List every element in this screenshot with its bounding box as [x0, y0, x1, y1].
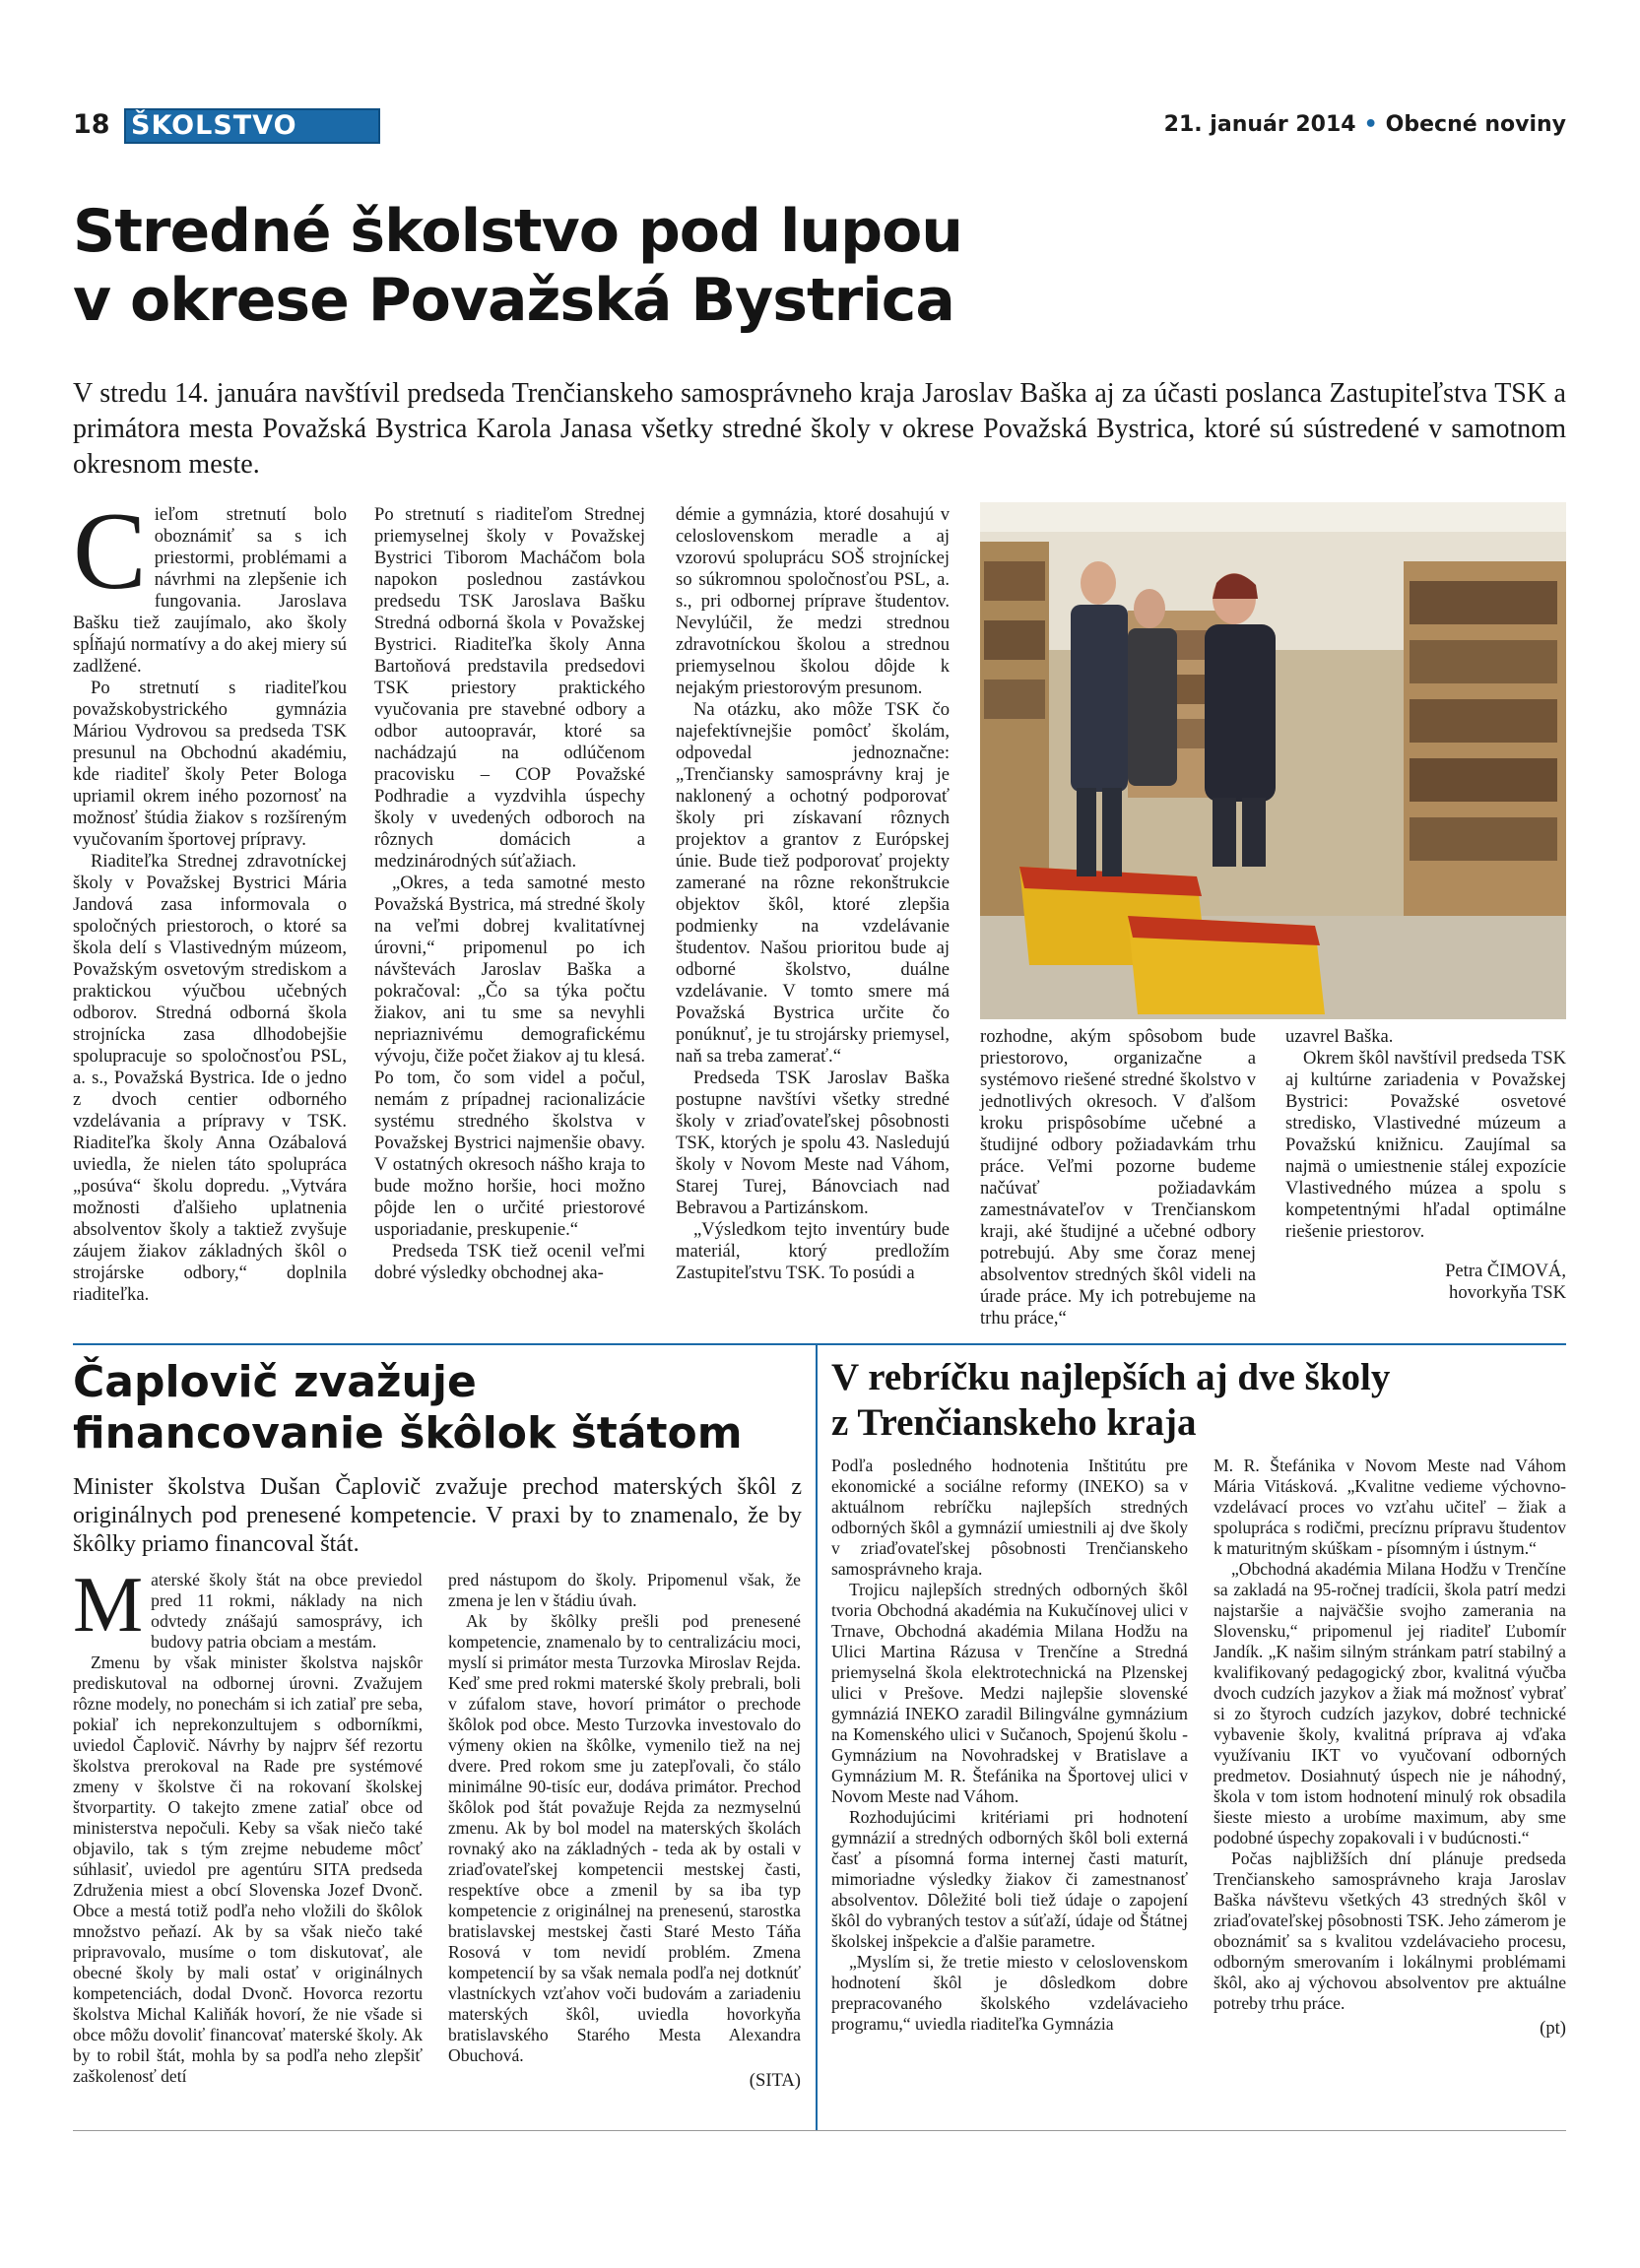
photo-library-visit-icon	[980, 502, 1566, 1019]
paragraph: „Obchodná akadémia Milana Hodžu v Trenčíne sa zakladá na 95-ročnej tradícii, škola patrí medzi najstaršie a najväčšie svojho zamerania na Slovensku,“ pripomenul jej riaditeľ Ľubomír Jandík. „K našim silným stránkam patrí stabilný a kvalifikovaný pedagogický zbor, kvalitná výučba dvoch cudzích jazykov a žiak má možnosť vybrať si zo štyroch cudzích jazykov, dobré technické vybavenie školy, kvalitná príprava aj vďaka využívaniu IKT vo vyučovaní odborných predmetov. Dosiahnutý úspech nie je náhodný, škola v tom istom hodnotení minulý rok obsadila šieste miesto a urobíme maximum, aby sme podobné úspechy zopakovali i v budúcnosti.“	[1214, 1559, 1566, 1847]
page-bottom-rule	[73, 2130, 1566, 2131]
dropcap: C	[73, 490, 147, 613]
article1-column-5	[1285, 1026, 1566, 1304]
issue-info	[1164, 110, 1566, 140]
paragraph: Po stretnutí s riaditeľom Strednej priemyselnej školy v Považskej Bystrici Tiborom Macháčom bola napokon poslednou zastávkou predsedu TSK Jaroslava Bašku Stredná odborná škola v Považskej Bystrici. Riaditeľka školy Anna Bartoňová predstavila predsedovi TSK priestory praktického vyučovania pre stavebné odbory a odbor autoopravár, ktoré sa nachádzajú na odlúčenom pracovisku – COP Považské Podhradie a vyzdvihla úspechy školy v uvedených odboroch na rôznych domácich a medzinárodných súťažiach.	[374, 504, 645, 872]
paragraph: uzavrel Baška.	[1285, 1026, 1394, 1047]
headline-line: financovanie škôlok štátom	[73, 1408, 743, 1458]
paragraph: rozhodne, akým spôsobom bude priestorovo, organizačne a systémovo riešené stredné školstvo v jednotlivých okresoch. V ďalšom kroku prispôsobíme učebné a študijné odbory požiadavkám trhu práce. Veľmi pozorne budeme načúvať požiadavkám zamestnávateľov v Trenčianskom kraji, aké študijné a učebné odbory potrebujú. Aby sme čoraz menej absolventov stredných škôl videli na úrade práce. My ich potrebujeme na trhu práce,“	[980, 1026, 1256, 1328]
column-divider	[816, 1343, 818, 2131]
page-header	[73, 108, 1566, 146]
article1-column-1	[73, 490, 347, 1306]
issue-date: 21. január 2014	[1163, 112, 1356, 137]
paragraph: Na otázku, ako môže TSK čo najefektívnejšie pomôcť školám, odpovedal jednoznačne: „Trenčiansky samosprávny kraj je naklonený a ochotný podporovať školy pri získavaní rôznych projektov a grantov z Európskej únie. Bude tiež podporovať projekty zamerané na rôzne rekonštrukcie objektov škôl, ktoré zlepšia podmienky na vzdelávanie študentov. Našou prioritou bude aj odborné školstvo, duálne vzdelávanie. V tomto smere má Považská Bystrica určite čo ponúknuť, je tu strojársky priemysel, naň sa treba zamerať.“	[676, 699, 950, 1067]
paragraph: Ak by škôlky prešli pod prenesené kompetencie, znamenalo by to centralizáciu moci, myslí si primátor mesta Turzovka Miroslav Rejda. Keď sme pred rokmi materské školy prebrali, boli v zúfalom stave, hovorí primátor o prechode škôlok pod obce. Mesto Turzovka investovalo do výmeny okien na škôlke, vymenilo tiež na nej dvere. Pred rokom sme ju zatepľovali, čo stálo minimálne 90-tisíc eur, dodáva primátor. Prechod škôlok pod štát považuje Rejda za nezmyselnú zmenu. Ak by bol model na materských školách rovnaký ako na základných - teda ak by ostali v zriaďovateľskej kompetencii mestskej časti, respektíve obce a zmenil by sa iba typ kompetencie z originálnej na prenesenú, starostka bratislavskej mestskej časti Staré Mesto Táňa Rosová v tom nevidí problém. Zmena kompetencií by sa však nemala podľa nej dotknúť vlastníckych vzťahov voči budovám a zariadeniu materských škôl, uviedla hovorkyňa bratislavského Starého Mesta Alexandra Obuchová.	[448, 1611, 801, 2065]
paragraph: Po stretnutí s riaditeľkou považskobystrického gymnázia Máriou Vydrovou sa predseda TSK presunul na Obchodnú akadémiu, kde riaditeľ školy Peter Bologa upriamil okrem iného pozornosť na možnosť štúdia žiakov s rozšíreným vyučovaním športovej prípravy.	[73, 678, 347, 850]
paragraph: Počas najbližších dní plánuje predseda Trenčianskeho samosprávneho kraja Jaroslav Baška návštevu všetkých 43 stredných škôl v zriaďovateľskej pôsobnosti TSK. Jeho zámerom je oboznámiť sa s kvalitou vzdelávacieho procesu, odborným smerovaním i lokálnymi problémami škôl, ako aj výchovou absolventov pre aktuálne potreby trhu práce.	[1214, 1848, 1566, 2013]
paragraph: Predseda TSK tiež ocenil veľmi dobré výsledky obchodnej aka-	[374, 1241, 645, 1283]
article2-column-1	[73, 1562, 423, 2087]
paragraph: Trojicu najlepších stredných odborných škôl tvoria Obchodná akadémia na Kukučínovej ulici v Trnave, Obchodná akadémia Milana Hodžu na Ulici Martina Rázusa v Trenčíne a Stredná priemyselná škola elektrotechnická na Plzenskej ulici v Prešove. Medzi najlepšie slovenské gymnáziá INEKO zaradil Bilingválne gymnázium na Komenského ulici v Sučanoch, Spojenú školu - Gymnázium na Novohradskej v Bratislave a Gymnázium M. R. Štefánika na Športovej ulici v Novom Meste nad Váhom.	[831, 1580, 1188, 1806]
paragraph: M. R. Štefánika v Novom Meste nad Váhom Mária Vitásková. „Kvalitne vedieme výchovno-vzdelávací proces vo vzťahu učiteľ – žiak a spolupráca s rodičmi, precíznu prípravu študentov k maturitným skúškam - písomným i ústnym.“	[1214, 1456, 1566, 1558]
paragraph: „Okres, a teda samotné mesto Považská Bystrica, má stredné školy na veľmi dobrej kvalitatívnej úrovni,“ pripomenul po ich návštevách Jaroslav Baška a pokračoval: „Čo sa týka počtu žiakov, ani tu sme sa nevyhli nepriaznivému demografickému vývoju, čiže počet žiakov aj tu klesá. Po tom, čo som videl a počul, nemám z prípadnej racionalizácie systému stredného školstva v Považskej Bystrici najmenšie obavy. V ostatných okresoch nášho kraja to bude možno horšie, hoci možno pôjde len o určité priestorové usporiadanie, preskupenie.“	[374, 873, 645, 1240]
article2-headline	[73, 1357, 802, 1459]
paragraph: Riaditeľka Strednej zdravotníckej školy v Považskej Bystrici Mária Jandová zasa informovala o spoločných priestoroch, o ktoré sa škola delí s Vlastivedným múzeom, Považským osvetovým strediskom a praktickou výučbou učebných odborov. Stredná odborná škola strojnícka zasa dlhodobejšie spolupracuje so spoločnosťou PSL, a. s., Považská Bystrica. Ide o jedno z dvoch centier odborného vzdelávania a prípravy v TSK. Riaditeľka školy Anna Ozábalová uviedla, že nielen táto spolupráca „posúva“ školu dopredu. „Vytvára možnosti ďalšieho uplatnenia absolventov školy a taktiež zvyšuje záujem žiakov základných škôl o strojárske odbory,“ doplnila riaditeľka.	[73, 851, 347, 1305]
article1-column-4	[980, 1026, 1256, 1329]
article3-column-2	[1214, 1456, 1566, 2040]
article2-column-2	[448, 1570, 801, 2092]
paragraph: Predseda TSK Jaroslav Baška postupne navštívi všetky stredné školy v zriaďovateľskej pôsobnosti TSK, ktorých je spolu 43. Nasledujú školy v Novom Meste nad Váhom, Starej Turej, Bánovciach nad Bebravou a Partizánskom.	[676, 1068, 950, 1218]
headline-line: Stredné školstvo pod lupou	[73, 197, 963, 266]
article2-credit: (SITA)	[749, 2070, 801, 2091]
paragraph: pred nástupom do školy. Pripomenul však, že zmena je len v štádiu úvah.	[448, 1570, 801, 1610]
article1-headline	[73, 197, 1566, 335]
article3-column-1	[831, 1456, 1188, 2035]
page-number: 18	[73, 109, 110, 140]
paragraph: „Myslím si, že tretie miesto v celoslovenskom hodnotení škôl je dôsledkom dobre prepracovaného školského vzdelávacieho programu,“ uviedla riaditeľka Gymnázia	[831, 1952, 1188, 2034]
signature-role: hovorkyňa TSK	[1449, 1282, 1566, 1303]
paragraph: aterské školy štát na obce previedol pred 11 rokmi, náklady na nich odvtedy znášajú samosprávy, ich budovy patria obciam a mestám.	[151, 1570, 423, 1652]
article3-credit: (pt)	[1540, 2018, 1566, 2039]
paragraph: Rozhodujúcimi kritériami pri hodnotení gymnázií a stredných odborných škôl boli externá časť a písomná forma internej časti maturít, mimoriadne výsledky žiakov či zamestnanosť absolventov. Dôležité boli tiež údaje o zapojení škôl do vybraných testov a súťaží, údaje od Štátnej školskej inšpekcie a ďalšie parametre.	[831, 1807, 1188, 1951]
headline-line: Čaplovič zvažuje	[73, 1357, 477, 1407]
article3-headline	[831, 1355, 1566, 1446]
separator-dot: •	[1363, 112, 1378, 137]
paragraph: Zmenu by však minister školstva najskôr prediskutoval na odbornej úrovni. Zvažujem rôzne modely, no ponechám si ich zatiaľ pre seba, pokiaľ ich neprekonzultujem s odborníkmi, uviedol Čaplovič. Návrhy by najprv šéf rezortu školstva prerokoval na Rade pre systémové zmeny v školstve či na rokovaní školskej štvorpartity. O takejto zmene zatiaľ obce od ministerstva nepočuli. Keby sa však niečo také objavilo, tak s tým zrejme nebudeme môcť súhlasiť, uviedol pre agentúru SITA predseda Združenia miest a obcí Slovenska Jozef Dvonč. Obce a mestá totiž podľa neho vložili do škôlok množstvo peňazí. Ak by sa však niečo také pripravovalo, musíme o tom diskutovať, ale obecné školy by mali ostať v originálnych kompetenciách, dodal Dvonč. Hovorca rezortu školstva Michal Kaliňák hovorí, že nie všade si obce môžu dovoliť financovať materské školy. Ak by to robil štát, mohla by sa podľa neho zlepšiť zaškolenosť detí	[73, 1652, 423, 2086]
headline-line: V rebríčku najlepších aj dve školy	[831, 1356, 1391, 1398]
article2-lead: Minister školstva Dušan Čaplovič zvažuje prechod materských škôl z originálnych pod prenesené kompetencie. V praxi by to znamenalo, že by škôlky priamo financoval štát.	[73, 1474, 802, 1557]
paragraph: Okrem škôl navštívil predseda TSK aj kultúrne zariadenia v Považskej Bystrici: Považské osvetové stredisko, Vlastivedné múzeum a Považskú knižnicu. Zaujímal sa najmä o umiestnenie stálej expozície Vlastivedného múzea a spolu s kompetentnými hľadal optimálne riešenie priestorov.	[1285, 1048, 1566, 1242]
paragraph: ieľom stretnutí bolo oboznámiť sa s ich priestormi, problémami a návrhmi na zlepšenie ich fungovania. Jaroslava Bašku tiež zaujímalo, ako školy spĺňajú normatívy a do akej miery sú zadlžené.	[73, 504, 347, 677]
headline-line: z Trenčianskeho kraja	[831, 1401, 1197, 1444]
article1-photo	[980, 502, 1566, 1019]
dropcap: M	[73, 1562, 144, 1649]
section-divider	[73, 1343, 1566, 1345]
section-label: ŠKOLSTVO	[124, 108, 380, 144]
article1-lead: V stredu 14. januára navštívil predseda Trenčianskeho samosprávneho kraja Jaroslav Baška aj za účasti poslanca Zastupiteľstva TSK a primátora mesta Považská Bystrica Karola Janasa všetky stredné školy v okrese Považská Bystrica, ktoré sú sústredené v samotnom okresnom meste.	[73, 378, 1566, 480]
article1-column-3	[676, 504, 950, 1284]
headline-line: v okrese Považská Bystrica	[73, 266, 954, 335]
paragraph: „Výsledkom tejto inventúry bude materiál, ktorý predložím Zastupiteľstvu TSK. To posúdi a	[676, 1219, 950, 1283]
paragraph: démie a gymnázia, ktoré dosahujú v celoslovenskom meradle a aj vzorovú spoluprácu SOŠ strojníckej so súkromnou spoločnosťou PSL, a. s., pri odbornej príprave študentov. Nevylúčil, že medzi strednou zdravotníckou školou a strednou priemyselnou školou dôjde k nejakým priestorovým presunom.	[676, 504, 950, 698]
signature	[1285, 1261, 1566, 1304]
article1-column-2	[374, 504, 645, 1284]
paragraph: Podľa posledného hodnotenia Inštitútu pre ekonomické a sociálne reformy (INEKO) sa v aktuálnom rebríčku najlepších stredných odborných škôl a gymnázií umiestnili aj dve školy v zriaďovateľskej pôsobnosti Trenčianskeho samosprávneho kraja.	[831, 1456, 1188, 1579]
signature-name: Petra ČIMOVÁ,	[1445, 1261, 1566, 1281]
paper-name: Obecné noviny	[1385, 112, 1566, 137]
